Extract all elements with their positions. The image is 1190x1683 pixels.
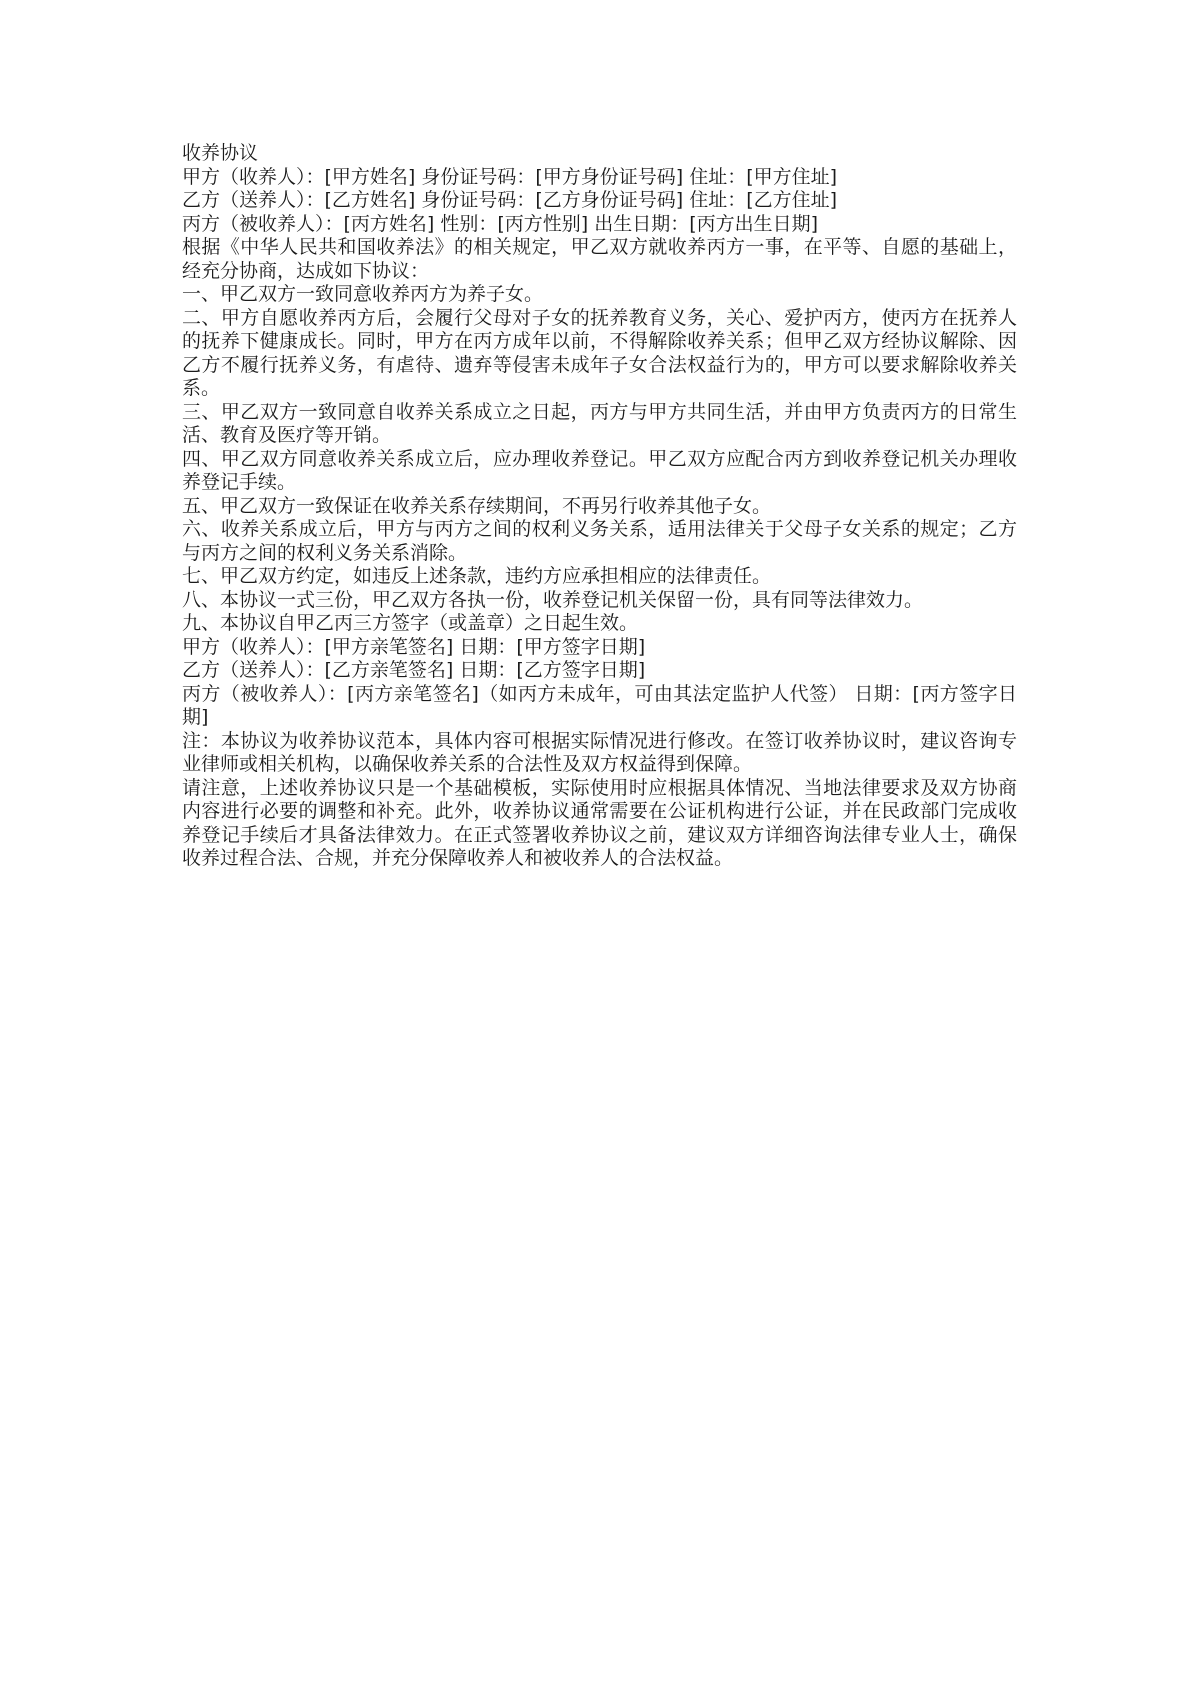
clause-1: 一、甲乙双方一致同意收养丙方为养子女。: [182, 283, 544, 305]
party-c-info: 丙方（被收养人）：[丙方姓名] 性别：[丙方性别] 出生日期：[丙方出生日期]: [182, 212, 819, 235]
note-paragraph: 注：本协议为收养协议范本，具体内容可根据实际情况进行修改。在签订收养协议时，建议咨询专业律师或相关机构，以确保收养关系的合法性及双方权益得到保障。: [182, 729, 1017, 775]
document-title: 收养协议: [182, 142, 259, 164]
clause-9: 九、本协议自甲乙丙三方签字（或盖章）之日起生效。: [182, 612, 639, 634]
clause-6: 六、收养关系成立后，甲方与丙方之间的权利义务关系，适用法律关于父母子女关系的规定；乙方与丙方之间的权利义务关系消除。: [182, 518, 1017, 564]
reminder-paragraph: 请注意，上述收养协议只是一个基础模板，实际使用时应根据具体情况、当地法律要求及双方协商内容进行必要的调整和补充。此外，收养协议通常需要在公证机构进行公证，并在民政部门完成收养登记手续后才具备法律效力。在正式签署收养协议之前，建议双方详细咨询法律专业人士，确保收养过程合法、合规，并充分保障收养人和被收养人的合法权益。: [182, 776, 1017, 869]
clause-2: 二、甲方自愿收养丙方后，会履行父母对子女的抚养教育义务，关心、爱护丙方，使丙方在抚养人的抚养下健康成长。同时，甲方在丙方成年以前，不得解除收养关系；但甲乙双方经协议解除、因乙方不履行抚养义务，有虐待、遗弃等侵害未成年子女合法权益行为的，甲方可以要求解除收养关系。: [182, 306, 1017, 399]
clause-3: 三、甲乙双方一致同意自收养关系成立之日起，丙方与甲方共同生活，并由甲方负责丙方的日常生活、教育及医疗等开销。: [182, 400, 1017, 446]
clause-4: 四、甲乙双方同意收养关系成立后，应办理收养登记。甲乙双方应配合丙方到收养登记机关办理收养登记手续。: [182, 447, 1017, 493]
clause-7: 七、甲乙双方约定，如违反上述条款，违约方应承担相应的法律责任。: [182, 565, 772, 587]
signature-party-a: 甲方（收养人）：[甲方亲笔签名] 日期：[甲方签字日期]: [182, 635, 646, 658]
signature-party-c: 丙方（被收养人）：[丙方亲笔签名]（如丙方未成年，可由其法定监护人代签） 日期：[丙方签字日期]: [182, 682, 1017, 728]
clause-5: 五、甲乙双方一致保证在收养关系存续期间，不再另行收养其他子女。: [182, 494, 772, 517]
document-page: [182, 142, 1017, 871]
signature-party-b: 乙方（送养人）：[乙方亲笔签名] 日期：[乙方签字日期]: [182, 659, 646, 681]
party-b-info: 乙方（送养人）：[乙方姓名] 身份证号码：[乙方身份证号码] 住址：[乙方住址]: [182, 189, 838, 211]
clause-8: 八、本协议一式三份，甲乙双方各执一份，收养登记机关保留一份，具有同等法律效力。: [182, 588, 924, 611]
party-a-info: 甲方（收养人）：[甲方姓名] 身份证号码：[甲方身份证号码] 住址：[甲方住址]: [182, 165, 838, 188]
preamble: 根据《中华人民共和国收养法》的相关规定，甲乙双方就收养丙方一事，在平等、自愿的基础上，经充分协商，达成如下协议：: [182, 236, 1017, 282]
